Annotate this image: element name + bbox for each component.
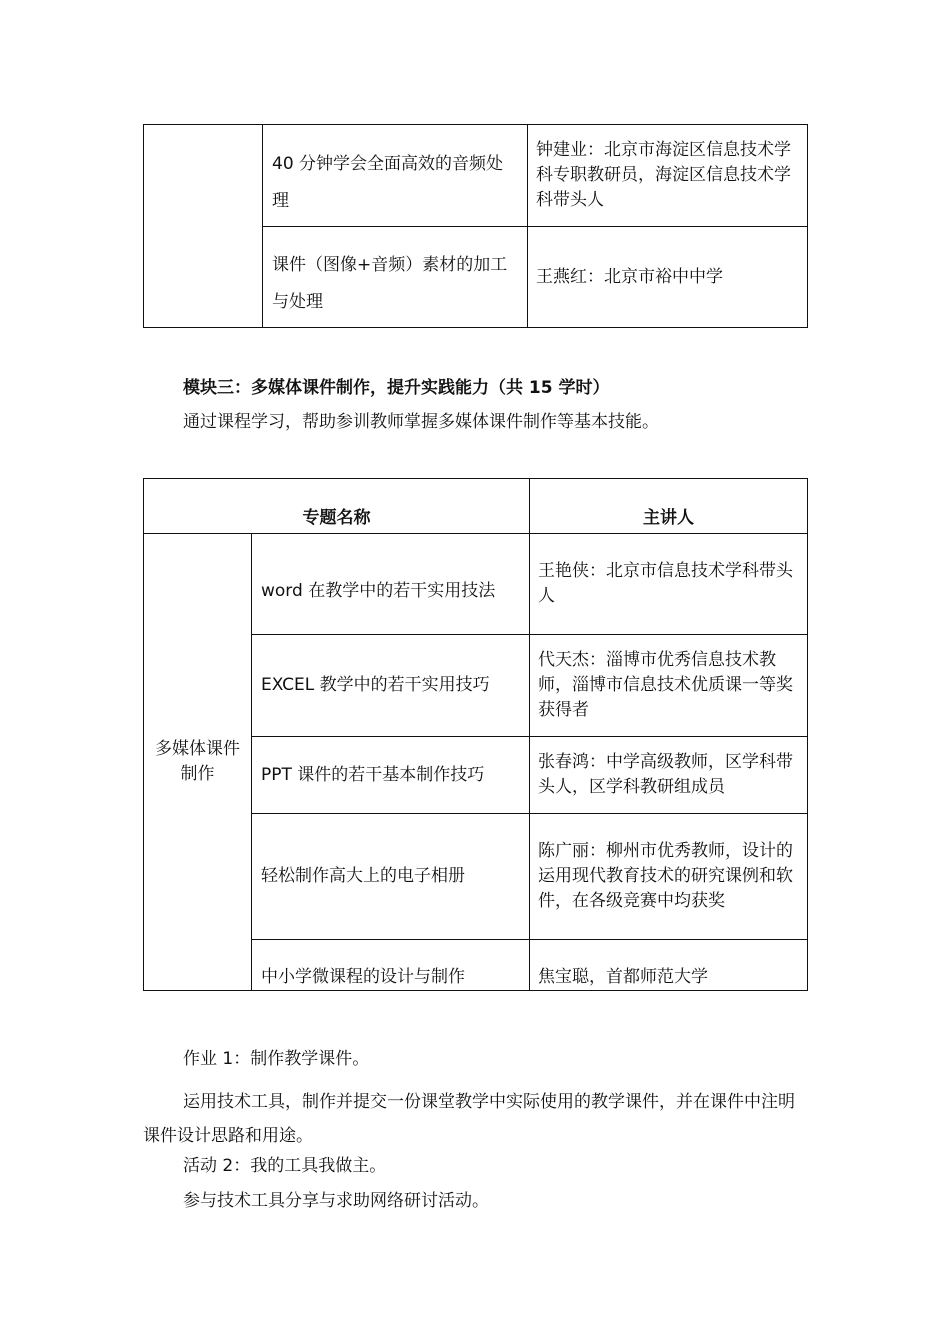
header-topic: 专题名称 (144, 479, 530, 534)
topic-cell (263, 227, 528, 328)
category-cell-empty (144, 125, 263, 328)
speaker-cell: 王艳侠：北京市信息技术学科带头人 (530, 534, 808, 635)
header-speaker: 主讲人 (530, 479, 808, 534)
table-row (144, 534, 808, 635)
speaker-cell: 焦宝聪，首都师范大学 (530, 940, 808, 991)
topic-text: 40 分钟学会全面高效的音频处理 (272, 153, 504, 211)
module2-course-table (143, 124, 808, 328)
speaker-cell: 钟建业：北京市海淀区信息技术学科专职教研员，海淀区信息技术学科带头人 (528, 125, 808, 227)
module3-title: 模块三：多媒体课件制作，提升实践能力（共 15 学时） (183, 378, 610, 398)
module3-description: 通过课程学习，帮助参训教师掌握多媒体课件制作等基本技能。 (183, 412, 659, 432)
topic-cell (263, 125, 528, 227)
topic-text: 课件（图像+音频）素材的加工与处理 (272, 255, 508, 312)
speaker-cell: 王燕红：北京市裕中中学 (528, 227, 808, 328)
topic-cell (252, 534, 530, 635)
topic-text: word 在教学中的若干实用技法 (261, 580, 496, 601)
speaker-cell: 代天杰：淄博市优秀信息技术教师，淄博市信息技术优质课一等奖获得者 (530, 635, 808, 737)
module3-course-table (143, 478, 808, 991)
topic-cell: EXCEL 教学中的若干实用技巧 (252, 635, 530, 737)
topic-cell: 轻松制作高大上的电子相册 (252, 814, 530, 940)
topic-cell: PPT 课件的若干基本制作技巧 (252, 737, 530, 814)
table-row (144, 125, 808, 227)
homework1-title: 作业 1：制作教学课件。 (183, 1049, 370, 1069)
topic-cell: 中小学微课程的设计与制作 (252, 940, 530, 991)
homework1-description: 运用技术工具，制作并提交一份课堂教学中实际使用的教学课件，并在课件中注明课件设计思路和用途。 (143, 1092, 795, 1146)
activity2-title: 活动 2：我的工具我做主。 (183, 1156, 387, 1176)
category-cell: 多媒体课件制作 (144, 534, 252, 991)
activity2-description: 参与技术工具分享与求助网络研讨活动。 (183, 1191, 489, 1211)
table-header-row (144, 479, 808, 534)
speaker-cell: 张春鸿：中学高级教师，区学科带头人，区学科教研组成员 (530, 737, 808, 814)
speaker-cell: 陈广丽：柳州市优秀教师，设计的运用现代教育技术的研究课例和软件，在各级竞赛中均获奖 (530, 814, 808, 940)
